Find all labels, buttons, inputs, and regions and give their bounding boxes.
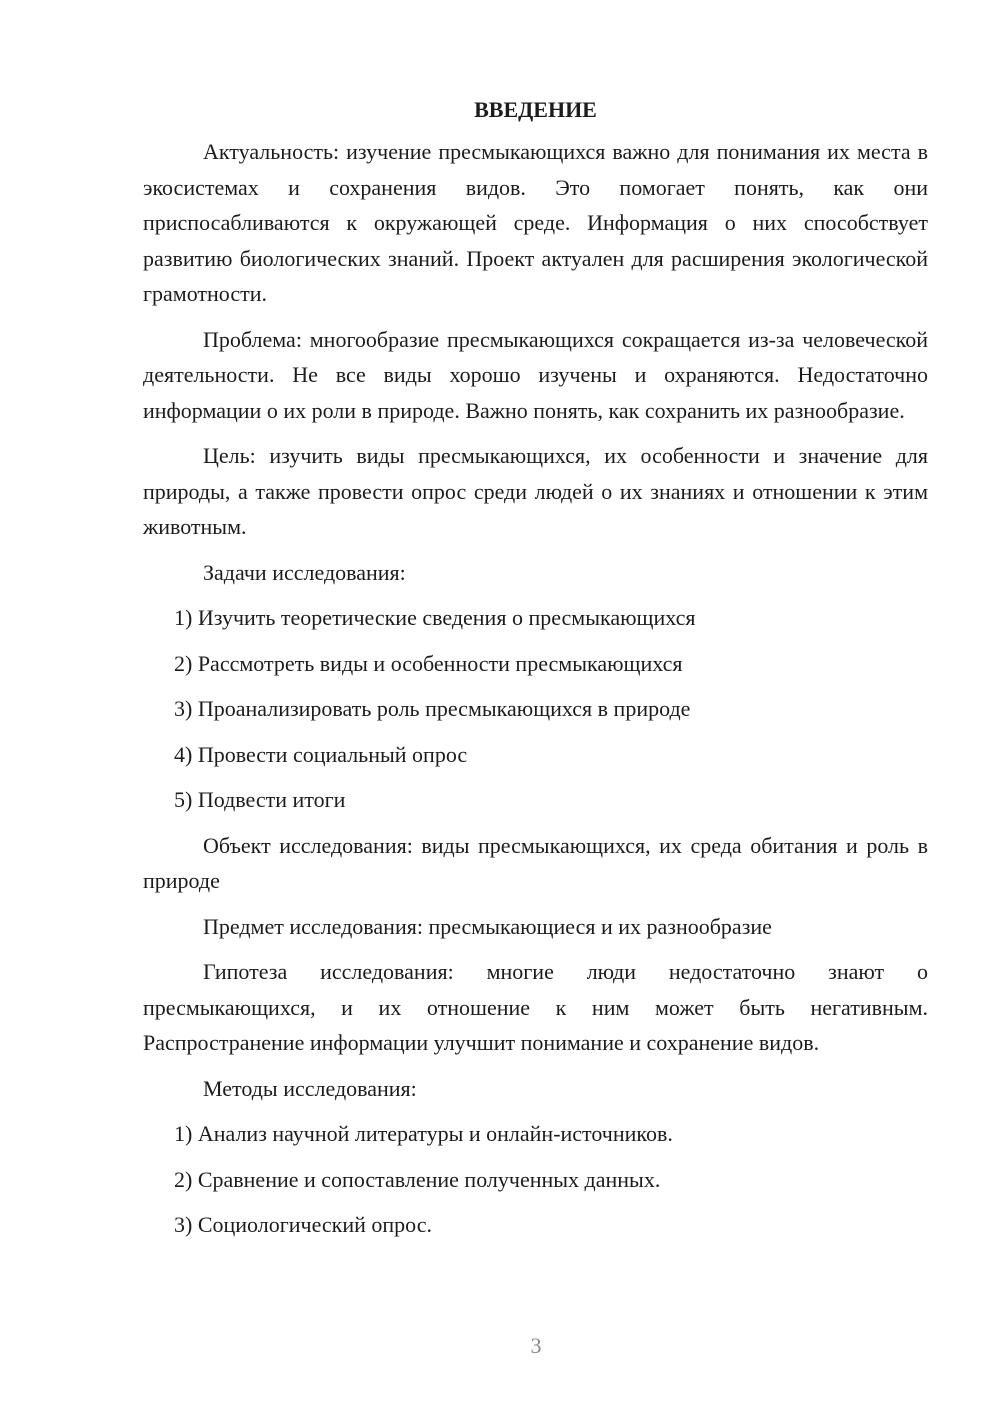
subject-paragraph: Предмет исследования: пресмыкающиеся и их разнообразие [203, 913, 772, 939]
list-item: 3) Проанализировать роль пресмыкающихся в природе [174, 696, 691, 721]
relevance-paragraph: Актуальность: изучение пресмыкающихся важно для понимания их места в экосистемах и сохранения видов. Это помогает понять, как они приспосабливаются к окружающей среде. Информация о них способствует развитию биологических знаний. Проект актуален для расширения экологической грамотности. [143, 139, 928, 306]
list-item: 2) Рассмотреть виды и особенности пресмыкающихся [174, 650, 683, 676]
tasks-heading: Задачи исследования: [203, 559, 406, 585]
goal-paragraph: Цель: изучить виды пресмыкающихся, их особенности и значение для природы, а также провести опрос среди людей о их знаниях и отношении к этим животным. [143, 443, 928, 539]
methods-heading: Методы исследования: [203, 1075, 417, 1101]
list-item: 4) Провести социальный опрос [174, 741, 468, 767]
hypothesis-paragraph: Гипотеза исследования: многие люди недостаточно знают о пресмыкающихся, и их отношение к ним может быть негативным. Распространение информации улучшит понимание и сохранение видов. [143, 959, 928, 1055]
object-paragraph: Объект исследования: виды пресмыкающихся, их среда обитания и роль в природе [143, 832, 928, 893]
list-item: 1) Анализ научной литературы и онлайн-источников. [174, 1121, 673, 1146]
document-page [143, 95, 928, 1253]
methods-list [143, 1116, 928, 1243]
list-item: 3) Социологический опрос. [174, 1212, 432, 1237]
list-item: 2) Сравнение и сопоставление полученных данных. [174, 1166, 661, 1192]
problem-paragraph: Проблема: многообразие пресмыкающихся сокращается из-за человеческой деятельности. Не все виды хорошо изучены и охраняются. Недостаточно информации о их роли в природе. Важно понять, как сохранить их разнообразие. [143, 326, 928, 423]
tasks-list [143, 600, 928, 818]
page-number: 3 [530, 1333, 542, 1358]
page-title: ВВЕДЕНИЕ [474, 97, 597, 122]
list-item: 5) Подвести итоги [174, 787, 346, 812]
list-item: 1) Изучить теоретические сведения о пресмыкающихся [174, 605, 696, 630]
